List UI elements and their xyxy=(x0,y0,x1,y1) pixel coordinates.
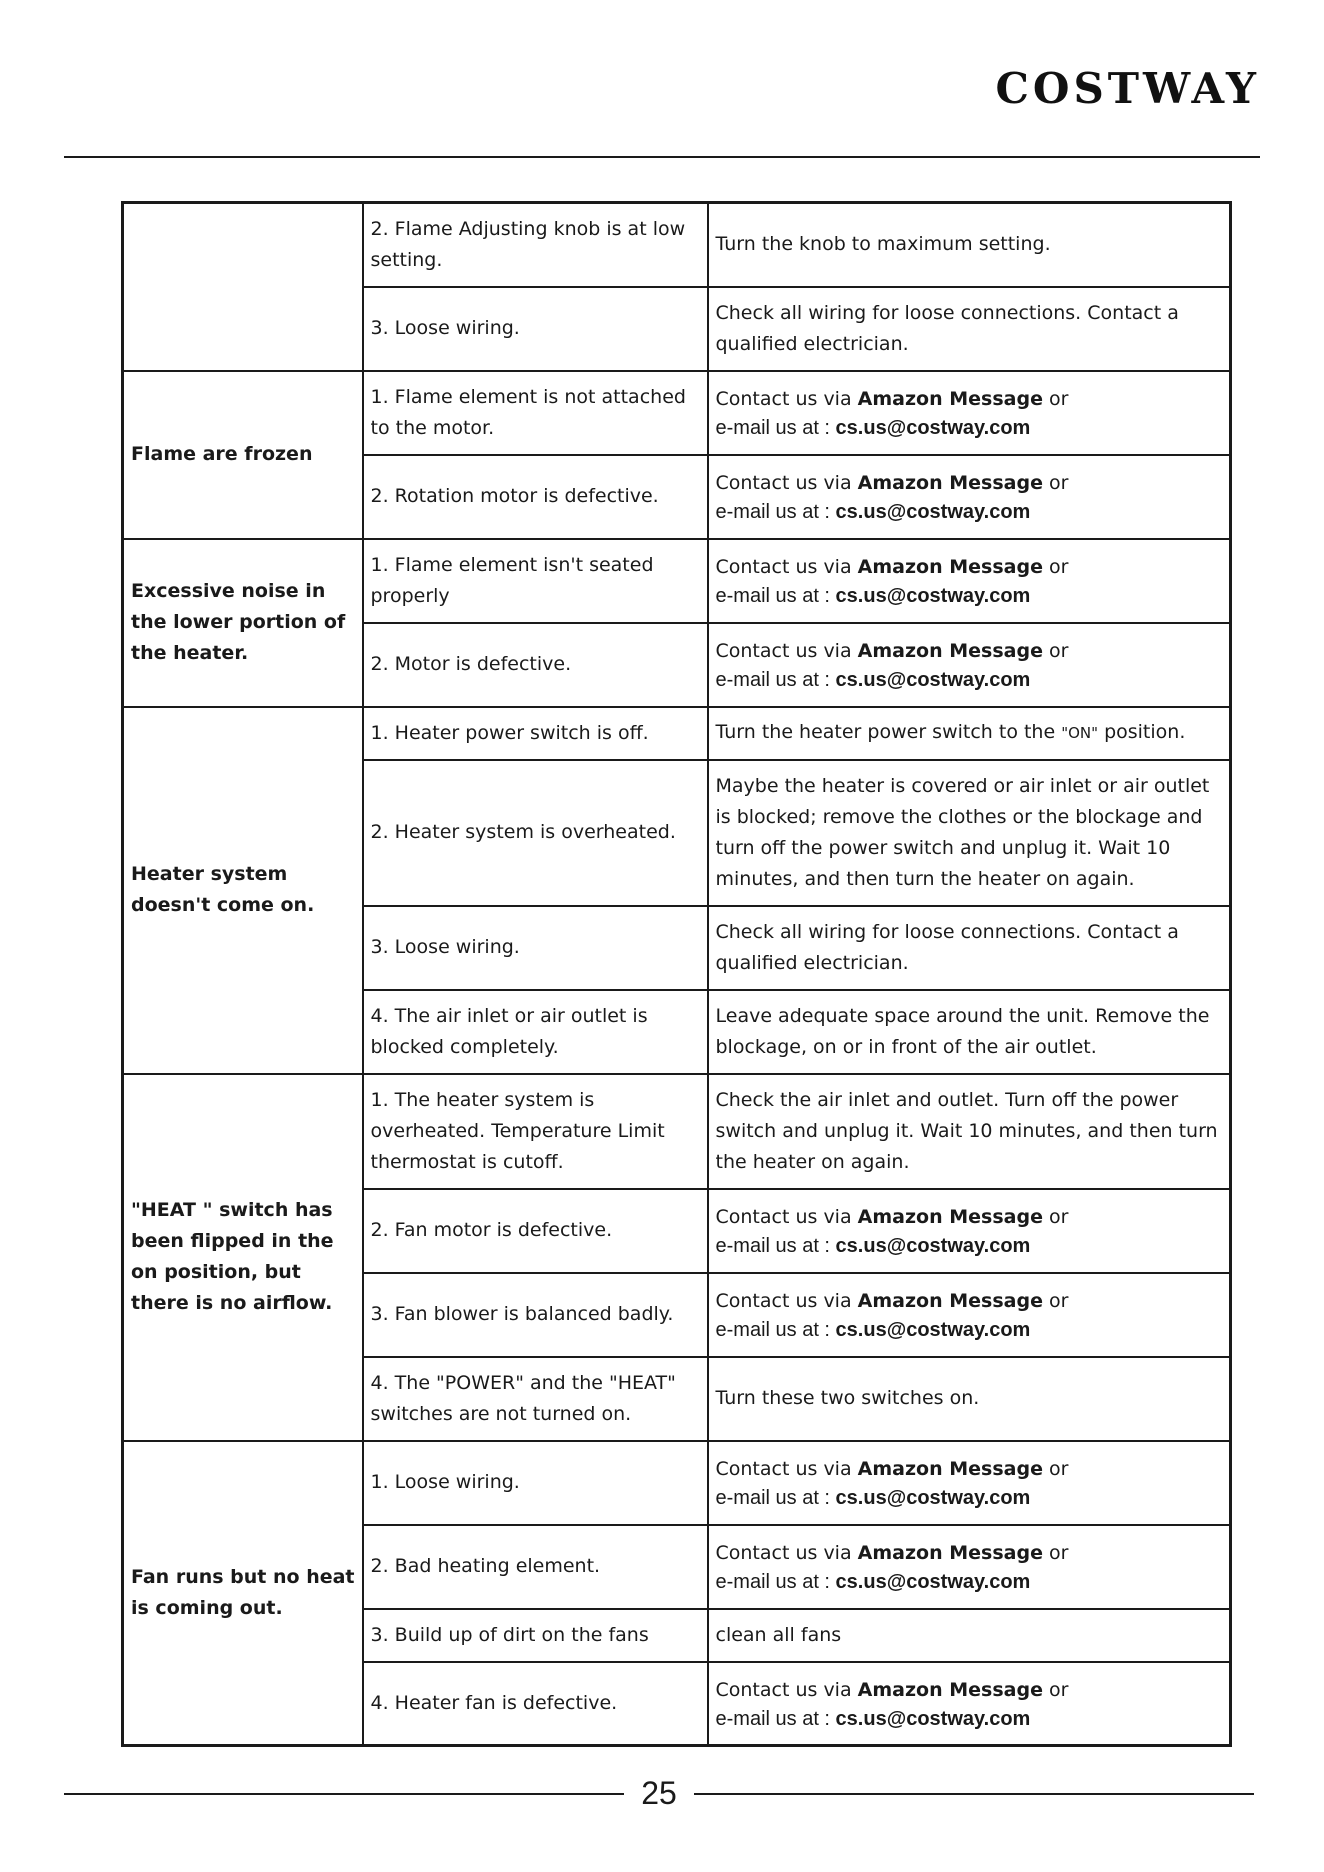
solution-cell xyxy=(708,1273,1231,1357)
email-prefix: e-mail us at : xyxy=(715,669,836,691)
solution-cell: Maybe the heater is covered or air inlet or air outlet is blocked; remove the clothes or the blockage and turn off the power switch and unplug it. Wait 10 minutes, and then turn the heater on again. xyxy=(708,760,1231,906)
solution-cell xyxy=(708,707,1231,760)
contact-prefix: Contact us via xyxy=(715,1290,858,1312)
table-row xyxy=(123,707,1231,760)
contact-suffix: or xyxy=(1042,1458,1069,1480)
contact-prefix: Contact us via xyxy=(715,640,858,662)
contact-channel: Amazon Message xyxy=(857,1678,1043,1701)
problem-cell: Flame are frozen xyxy=(123,371,363,539)
contact-suffix: or xyxy=(1042,640,1069,662)
cause-cell: 1. Loose wiring. xyxy=(363,1441,708,1525)
solution-cell: Turn these two switches on. xyxy=(708,1357,1231,1441)
cause-cell: 2. Fan motor is defective. xyxy=(363,1189,708,1273)
contact-suffix: or xyxy=(1042,472,1069,494)
table-row xyxy=(123,1441,1231,1525)
cause-cell: 1. Flame element is not attached to the motor. xyxy=(363,371,708,455)
solution-cell: clean all fans xyxy=(708,1609,1231,1662)
cause-cell: 2. Rotation motor is defective. xyxy=(363,455,708,539)
contact-line xyxy=(716,1286,1224,1317)
contact-line xyxy=(716,636,1224,667)
problem-cell: Heater system doesn't come on. xyxy=(123,707,363,1074)
contact-channel: Amazon Message xyxy=(857,1458,1043,1480)
solution-cell: Check the air inlet and outlet. Turn off the power switch and unplug it. Wait 10 minutes, and then turn the heater on again. xyxy=(708,1074,1231,1189)
contact-line xyxy=(716,1454,1224,1485)
email-address: cs.us@costway.com xyxy=(835,501,1031,523)
contact-prefix: Contact us via xyxy=(715,1206,858,1228)
cause-cell: 2. Flame Adjusting knob is at low setting. xyxy=(363,203,708,287)
problem-cell xyxy=(123,203,363,371)
contact-suffix: or xyxy=(1042,1678,1069,1701)
cause-cell: 4. The "POWER" and the "HEAT" switches are not turned on. xyxy=(363,1357,708,1441)
cause-cell: 2. Bad heating element. xyxy=(363,1525,708,1609)
contact-suffix: or xyxy=(1042,388,1069,410)
cause-cell: 3. Loose wiring. xyxy=(363,906,708,990)
email-address: cs.us@costway.com xyxy=(835,1235,1031,1257)
on-label: "ON" xyxy=(1061,724,1099,742)
solution-cell xyxy=(708,1441,1231,1525)
contact-prefix: Contact us via xyxy=(715,388,858,410)
email-line xyxy=(716,667,1224,693)
contact-suffix: or xyxy=(1042,556,1069,578)
solution-cell xyxy=(708,1189,1231,1273)
contact-line xyxy=(716,384,1224,415)
contact-channel: Amazon Message xyxy=(857,1542,1043,1564)
cause-cell: 1. Heater power switch is off. xyxy=(363,707,708,760)
email-prefix: e-mail us at : xyxy=(715,1487,836,1509)
contact-line xyxy=(716,1675,1224,1706)
email-address: cs.us@costway.com xyxy=(835,417,1031,439)
cause-cell: 4. The air inlet or air outlet is blocked completely. xyxy=(363,990,708,1074)
email-prefix: e-mail us at : xyxy=(715,501,836,523)
cause-cell: 1. Flame element isn't seated properly xyxy=(363,539,708,623)
contact-suffix: or xyxy=(1042,1290,1069,1312)
email-prefix: e-mail us at : xyxy=(715,585,836,607)
contact-prefix: Contact us via xyxy=(715,1678,858,1701)
email-line xyxy=(716,1569,1224,1595)
header-divider xyxy=(64,156,1260,158)
email-address: cs.us@costway.com xyxy=(835,669,1031,691)
email-line xyxy=(716,499,1224,525)
contact-channel: Amazon Message xyxy=(857,472,1043,494)
cause-cell: 3. Loose wiring. xyxy=(363,287,708,371)
contact-prefix: Contact us via xyxy=(715,1542,858,1564)
page-number: 25 xyxy=(641,1775,677,1811)
solution-cell xyxy=(708,1662,1231,1746)
email-line xyxy=(716,1706,1224,1732)
problem-cell: Fan runs but no heat is coming out. xyxy=(123,1441,363,1746)
email-prefix: e-mail us at : xyxy=(715,1571,836,1593)
email-address: cs.us@costway.com xyxy=(835,1319,1031,1341)
contact-prefix: Contact us via xyxy=(715,1458,858,1480)
footer-rule-left xyxy=(64,1793,624,1795)
contact-suffix: or xyxy=(1042,1206,1069,1228)
contact-prefix: Contact us via xyxy=(715,556,858,578)
email-line xyxy=(716,583,1224,609)
problem-cell: Excessive noise in the lower portion of the heater. xyxy=(123,539,363,707)
contact-channel: Amazon Message xyxy=(857,1206,1043,1228)
cause-cell: 2. Heater system is overheated. xyxy=(363,760,708,906)
solution-cell: Check all wiring for loose connections. Contact a qualified electrician. xyxy=(708,287,1231,371)
cause-cell: 2. Motor is defective. xyxy=(363,623,708,707)
email-line xyxy=(716,1233,1224,1259)
email-prefix: e-mail us at : xyxy=(715,1707,836,1730)
solution-cell: Leave adequate space around the unit. Remove the blockage, on or in front of the air outlet. xyxy=(708,990,1231,1074)
cause-cell: 4. Heater fan is defective. xyxy=(363,1662,708,1746)
table-row xyxy=(123,203,1231,287)
email-line xyxy=(716,415,1224,441)
solution-cell xyxy=(708,455,1231,539)
contact-channel: Amazon Message xyxy=(857,388,1043,410)
problem-cell: "HEAT " switch has been flipped in the on position, but there is no airflow. xyxy=(123,1074,363,1441)
contact-channel: Amazon Message xyxy=(857,640,1043,662)
solution-cell: Check all wiring for loose connections. Contact a qualified electrician. xyxy=(708,906,1231,990)
solution-cell xyxy=(708,623,1231,707)
contact-line xyxy=(716,1202,1224,1233)
table-row xyxy=(123,539,1231,623)
brand-logo: COSTWAY xyxy=(995,64,1260,113)
table-row xyxy=(123,371,1231,455)
contact-prefix: Contact us via xyxy=(715,472,858,494)
contact-line xyxy=(716,1538,1224,1569)
table-row xyxy=(123,1074,1231,1189)
contact-line xyxy=(716,552,1224,583)
solution-cell xyxy=(708,1525,1231,1609)
contact-suffix: or xyxy=(1042,1542,1069,1564)
email-prefix: e-mail us at : xyxy=(715,417,836,439)
contact-channel: Amazon Message xyxy=(857,1290,1043,1312)
cause-cell: 1. The heater system is overheated. Temperature Limit thermostat is cutoff. xyxy=(363,1074,708,1189)
contact-line xyxy=(716,468,1224,499)
footer-rule-right xyxy=(694,1793,1254,1795)
solution-cell: Turn the knob to maximum setting. xyxy=(708,203,1231,287)
solution-cell xyxy=(708,539,1231,623)
email-address: cs.us@costway.com xyxy=(835,1487,1031,1509)
cause-cell: 3. Fan blower is balanced badly. xyxy=(363,1273,708,1357)
solution-text-pre: Turn the heater power switch to the xyxy=(715,721,1062,743)
email-line xyxy=(716,1485,1224,1511)
solution-text-post: position. xyxy=(1098,721,1186,743)
email-address: cs.us@costway.com xyxy=(835,585,1031,607)
email-line xyxy=(716,1317,1224,1343)
email-prefix: e-mail us at : xyxy=(715,1319,836,1341)
cause-cell: 3. Build up of dirt on the fans xyxy=(363,1609,708,1662)
solution-cell xyxy=(708,371,1231,455)
email-prefix: e-mail us at : xyxy=(715,1235,836,1257)
email-address: cs.us@costway.com xyxy=(835,1571,1031,1593)
email-address: cs.us@costway.com xyxy=(835,1707,1031,1730)
contact-channel: Amazon Message xyxy=(857,556,1043,578)
troubleshooting-table xyxy=(121,201,1232,1747)
